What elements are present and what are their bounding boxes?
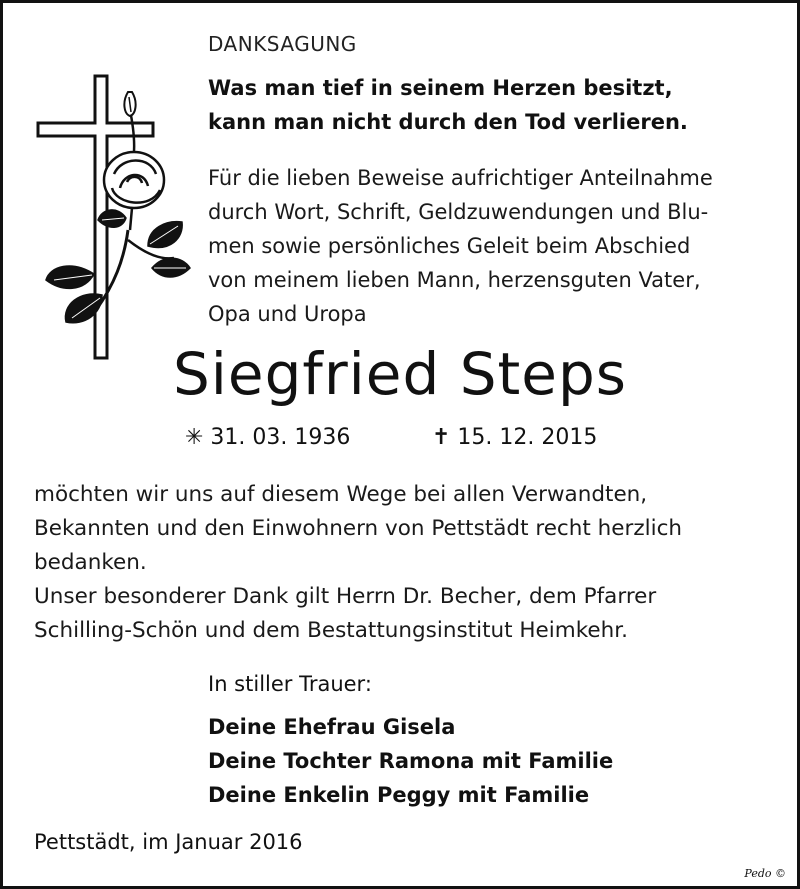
death-date: ✝ 15. 12. 2015 — [432, 425, 598, 450]
motto-line: kann man nicht durch den Tod verlieren. — [208, 110, 688, 134]
designer-signature: Pedo © — [744, 867, 786, 880]
thanks-line: Unser besonderer Dank gilt Herrn Dr. Becher, dem Pfarrer — [34, 584, 657, 609]
thanks-paragraph — [34, 478, 682, 648]
intro-line: durch Wort, Schrift, Geldzuwendungen und Blu- — [208, 200, 709, 224]
intro-line: men sowie persönliches Geleit beim Abschied — [208, 234, 691, 258]
motto-line: Was man tief in seinem Herzen besitzt, — [208, 76, 673, 100]
intro-paragraph — [208, 161, 713, 331]
motto — [208, 71, 688, 139]
mourner-line: Deine Ehefrau Gisela — [208, 715, 456, 739]
intro-line: Opa und Uropa — [208, 302, 367, 326]
mourner-line: Deine Enkelin Peggy mit Familie — [208, 783, 590, 807]
deceased-name: Siegfried Steps — [172, 340, 628, 408]
cross-with-rose-icon — [32, 70, 192, 365]
intro-line: von meinem lieben Mann, herzensguten Vater, — [208, 268, 701, 292]
mourner-line: Deine Tochter Ramona mit Familie — [208, 749, 614, 773]
intro-line: Für die lieben Beweise aufrichtiger Anteilnahme — [208, 166, 713, 190]
signoff-intro: In stiller Trauer: — [208, 672, 372, 696]
notice-heading: DANKSAGUNG — [208, 32, 357, 56]
birth-date: ✳ 31. 03. 1936 — [185, 425, 351, 450]
thanks-line: möchten wir uns auf diesem Wege bei allen Verwandten, — [34, 482, 648, 507]
mourners-list — [208, 710, 613, 812]
thanks-line: Bekannten und den Einwohnern von Pettstädt recht herzlich — [34, 516, 683, 541]
thanks-line: Schilling-Schön und dem Bestattungsinstitut Heimkehr. — [34, 618, 628, 643]
place-date: Pettstädt, im Januar 2016 — [34, 830, 303, 854]
thanks-line: bedanken. — [34, 550, 147, 575]
